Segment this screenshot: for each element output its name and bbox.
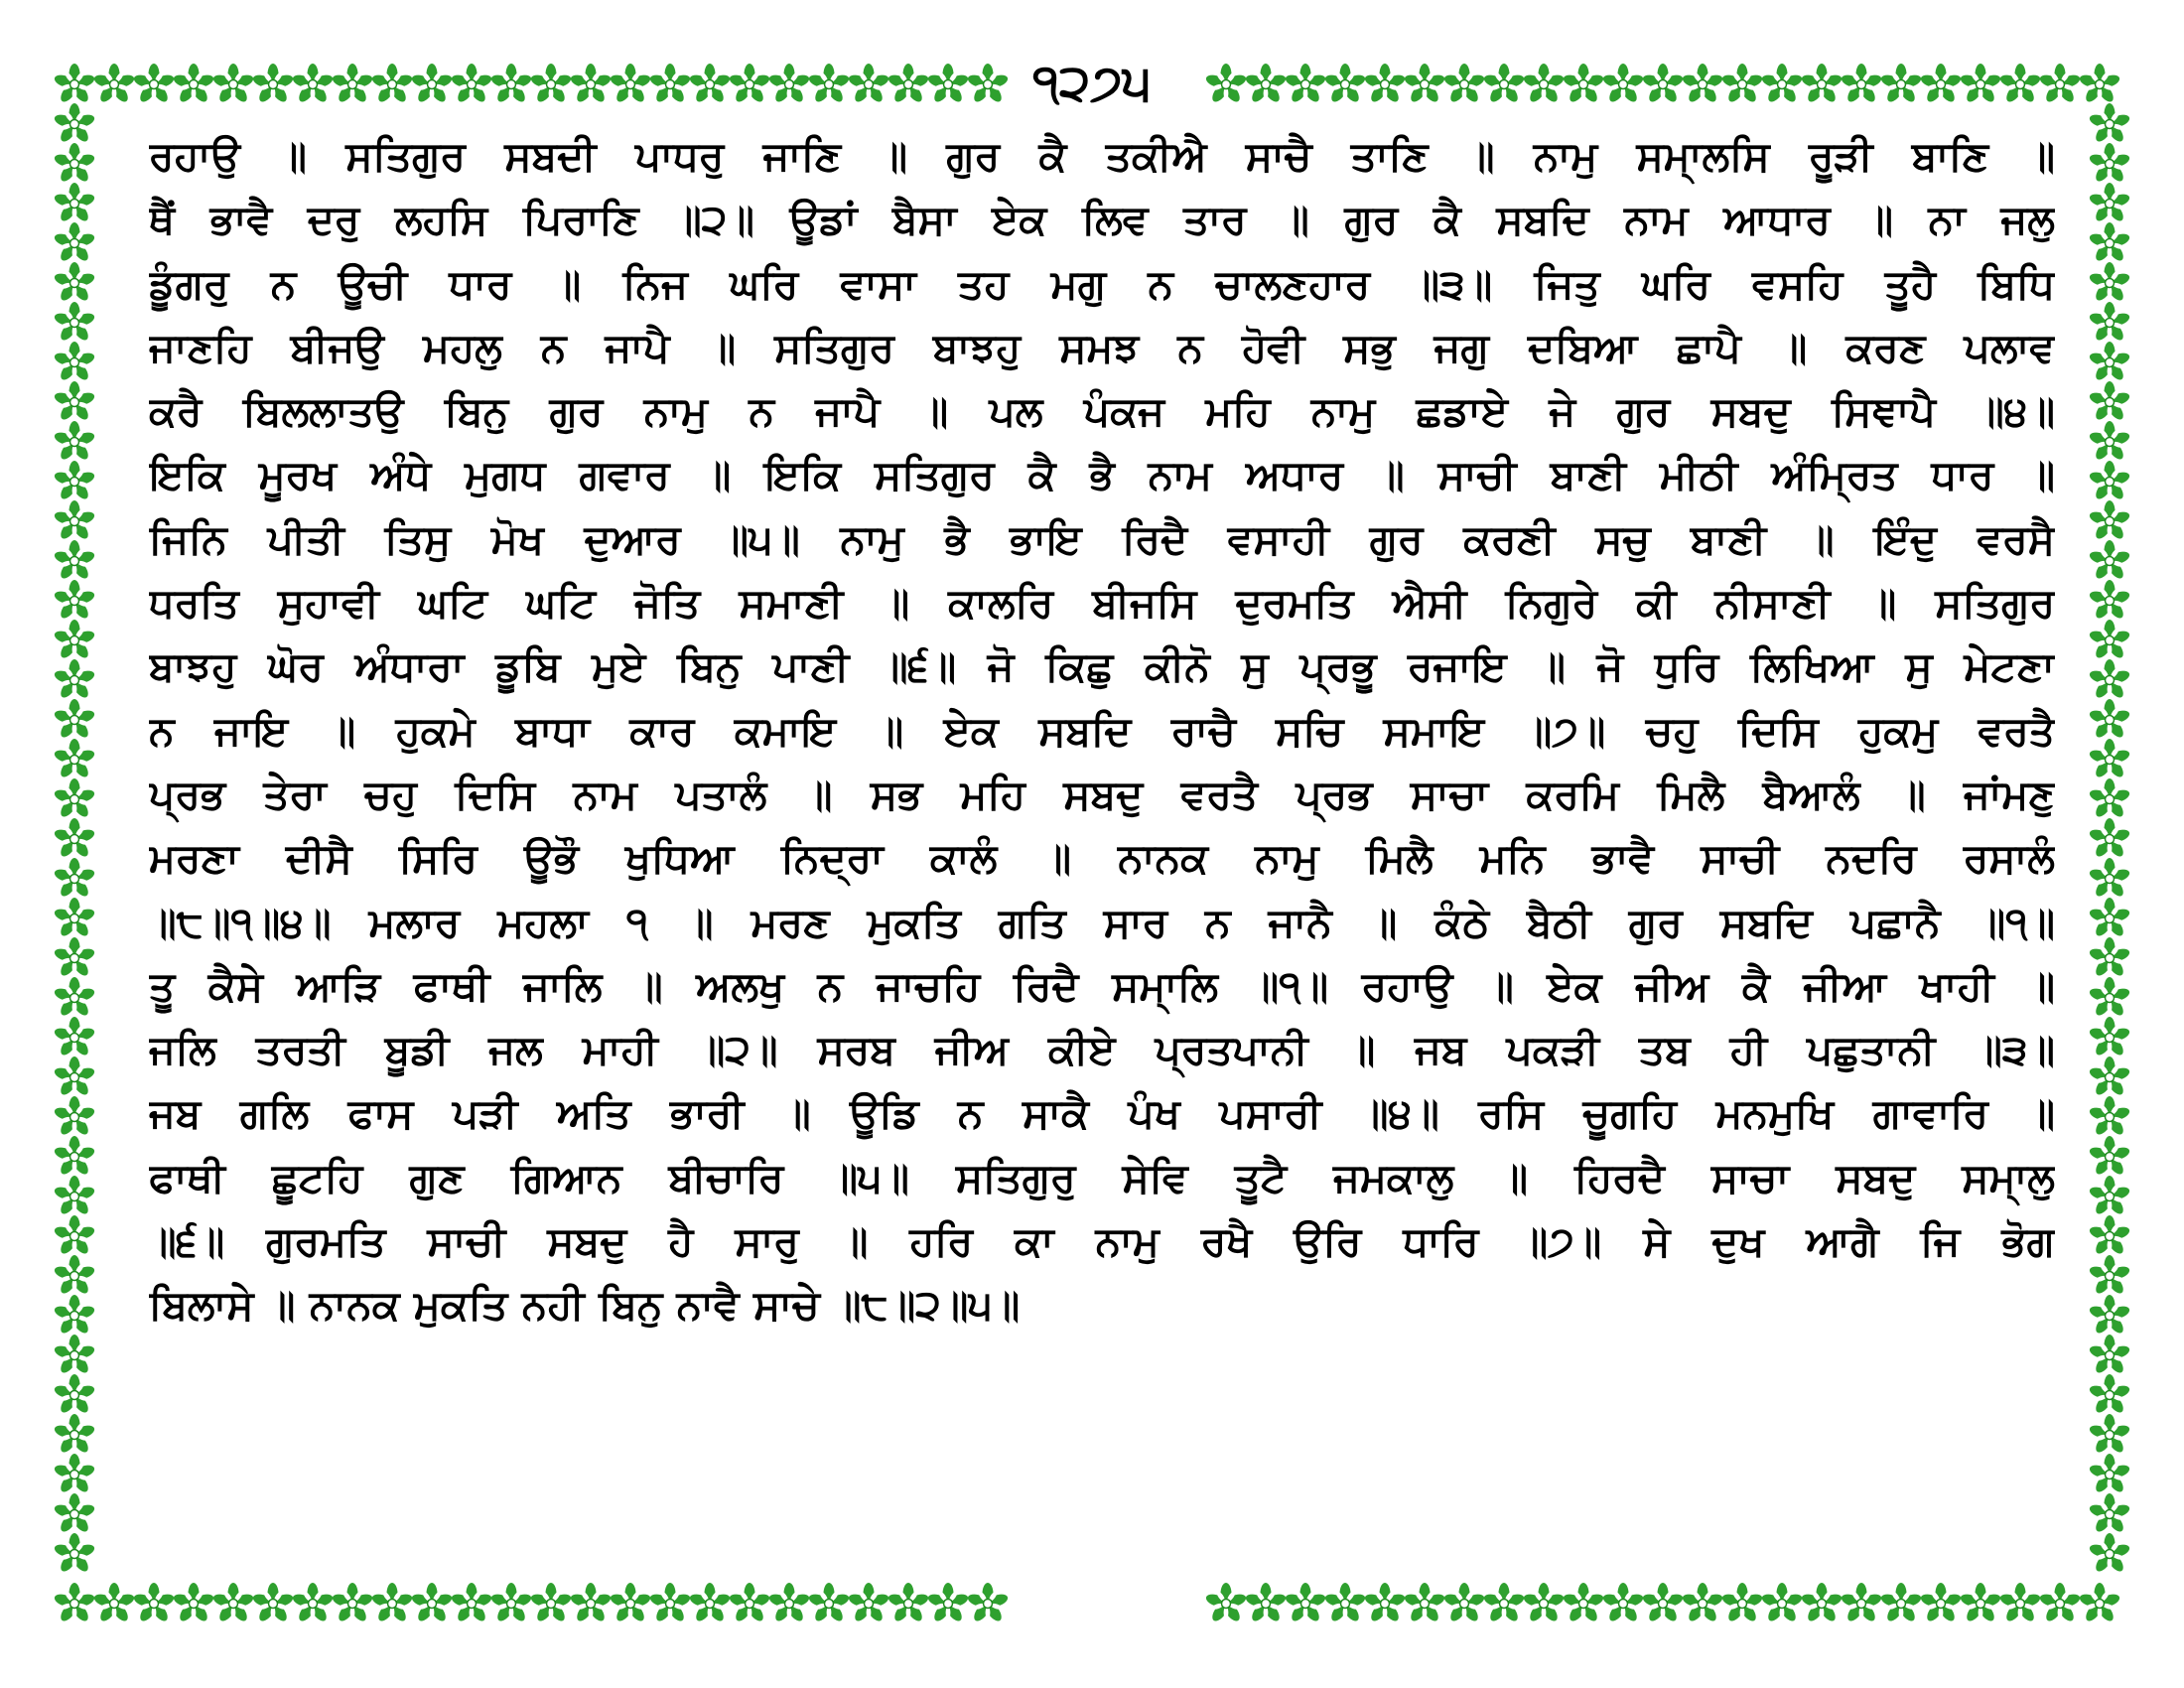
text-line: ਪ੍ਰਭ ਤੇਰਾ ਚਹੁ ਦਿਸਿ ਨਾਮ ਪਤਾਲੰ ॥ ਸਭ ਮਹਿ ਸਬਦੁ ਵਰਤੈ ਪ੍ਰਭ ਸਾਚਾ ਕਰਮਿ ਮਿਲੈ ਬੈਆਲੰ ॥ ਜਾਂਮਣੁ	[149, 770, 2055, 818]
flower-icon	[1284, 64, 1326, 104]
flower-icon	[1879, 1583, 1922, 1623]
flower-icon	[2088, 1255, 2130, 1296]
flower-icon	[1641, 64, 1684, 104]
flower-icon	[2088, 778, 2130, 819]
flower-icon	[1482, 64, 1525, 104]
flower-icon	[648, 1583, 691, 1623]
text-line: ਕਰੈ ਬਿਲਲਾਤਉ ਬਿਨੁ ਗੁਰ ਨਾਮੁ ਨ ਜਾਪੈ ॥ ਪਲ ਪੰਕਜ ਮਹਿ ਨਾਮੁ ਛਡਾਏ ਜੇ ਗੁਰ ਸਬਦੁ ਸਿਞਾਪੈ ॥੪॥	[149, 387, 2055, 436]
flower-icon	[1442, 1583, 1485, 1623]
flower-icon	[1879, 64, 1922, 104]
flower-icon	[53, 1374, 95, 1415]
flower-icon	[2088, 659, 2130, 700]
flower-icon	[53, 699, 95, 740]
text-line: ਜਿਨਿ ਪੀਤੀ ਤਿਸੁ ਮੋਖ ਦੁਆਰ ॥੫॥ ਨਾਮੁ ਭੈ ਭਾਇ ਰਿਦੈ ਵਸਾਹੀ ਗੁਰ ਕਰਣੀ ਸਚੁ ਬਾਣੀ ॥ ਇੰਦੁ ਵਰਸੈ	[149, 514, 2055, 563]
flower-icon	[489, 1583, 532, 1623]
flower-icon	[688, 1583, 731, 1623]
flower-icon	[53, 1583, 95, 1623]
flower-icon	[1760, 1583, 1803, 1623]
text-line: ਫਾਥੀ ਛੂਟਹਿ ਗੁਣ ਗਿਆਨ ਬੀਚਾਰਿ ॥੫॥ ਸਤਿਗੁਰੁ ਸੇਵਿ ਤੂਟੈ ਜਮਕਾਲੁ ॥ ਹਿਰਦੈ ਸਾਚਾ ਸਬਦੁ ਸਮਾ੍ਲੁ	[149, 1153, 2055, 1201]
flower-icon	[410, 1583, 453, 1623]
flower-icon	[1800, 64, 1843, 104]
flower-icon	[331, 1583, 373, 1623]
flower-icon	[529, 64, 572, 104]
flower-icon	[1959, 1583, 2001, 1623]
text-line: ਧਰਤਿ ਸੁਹਾਵੀ ਘਟਿ ਘਟਿ ਜੋਤਿ ਸਮਾਣੀ ॥ ਕਾਲਰਿ ਬੀਜਸਿ ਦੁਰਮਤਿ ਐਸੀ ਨਿਗੁਰੇ ਕੀ ਨੀਸਾਣੀ ॥ ਸਤਿਗੁਰ	[149, 579, 2055, 628]
flower-icon	[53, 1533, 95, 1574]
flower-icon	[2088, 1493, 2130, 1534]
flower-icon	[807, 64, 850, 104]
flower-icon	[2088, 143, 2130, 184]
flower-icon	[2088, 302, 2130, 343]
text-line: ਬਾਝਹੁ ਘੋਰ ਅੰਧਾਰਾ ਡੂਬਿ ਮੁਏ ਬਿਨੁ ਪਾਣੀ ॥੬॥ ਜੋ ਕਿਛੁ ਕੀਨੋ ਸੁ ਪ੍ਰਭੂ ਰਜਾਇ ॥ ਜੋ ਧੁਰਿ ਲਿਖਿਆ ਸੁ ਮੇਟਣਾ	[149, 642, 2055, 691]
flower-icon	[1562, 64, 1604, 104]
text-line: ਨ ਜਾਇ ॥ ਹੁਕਮੇ ਬਾਧਾ ਕਾਰ ਕਮਾਇ ॥ ਏਕ ਸਬਦਿ ਰਾਚੈ ਸਚਿ ਸਮਾਇ ॥੭॥ ਚਹੁ ਦਿਸਿ ਹੁਕਮੁ ਵਰਤੈ	[149, 706, 2055, 755]
text-line: ॥੬॥ ਗੁਰਮਤਿ ਸਾਚੀ ਸਬਦੁ ਹੈ ਸਾਰੁ ॥ ਹਰਿ ਕਾ ਨਾਮੁ ਰਖੈ ਉਰਿ ਧਾਰਿ ॥੭॥ ਸੇ ਦੁਖ ਆਗੈ ਜਿ ਭੋਗ	[149, 1217, 2055, 1266]
flower-icon	[529, 1583, 572, 1623]
flower-icon	[92, 64, 135, 104]
flower-icon	[53, 540, 95, 581]
flower-icon	[2088, 1215, 2130, 1256]
flower-icon	[2088, 461, 2130, 501]
flower-icon	[1403, 64, 1445, 104]
flower-icon	[53, 977, 95, 1018]
flower-icon	[1204, 64, 1247, 104]
flower-icon	[887, 1583, 929, 1623]
flower-icon	[410, 64, 453, 104]
flower-icon	[1919, 64, 1962, 104]
flower-icon	[53, 421, 95, 462]
flower-icon	[2088, 739, 2130, 779]
page-number: ੧੨੭੫	[1013, 48, 1171, 117]
flower-icon	[2088, 1454, 2130, 1494]
flower-icon	[53, 1096, 95, 1137]
text-line: ਥੈਂ ਭਾਵੈ ਦਰੁ ਲਹਸਿ ਪਿਰਾਣਿ ॥੨॥ ਊਡਾਂ ਬੈਸਾ ਏਕ ਲਿਵ ਤਾਰ ॥ ਗੁਰ ਕੈ ਸਬਦਿ ਨਾਮ ਆਧਾਰ ॥ ਨਾ ਜਲੁ	[149, 196, 2055, 244]
flower-icon	[569, 64, 612, 104]
flower-icon	[1363, 1583, 1406, 1623]
flower-icon	[450, 1583, 492, 1623]
flower-icon	[609, 64, 651, 104]
flower-icon	[2088, 421, 2130, 462]
flower-icon	[2088, 103, 2130, 144]
flower-icon	[291, 1583, 334, 1623]
flower-icon	[728, 1583, 770, 1623]
flower-icon	[2088, 183, 2130, 223]
text-line: ਜਾਣਹਿ ਬੀਜਉ ਮਹਲੁ ਨ ਜਾਪੈ ॥ ਸਤਿਗੁਰ ਬਾਝਹੁ ਸਮਝ ਨ ਹੋਵੀ ਸਭੁ ਜਗੁ ਦਬਿਆ ਛਾਪੈ ॥ ਕਰਣ ਪਲਾਵ	[149, 323, 2055, 371]
flower-icon	[172, 1583, 214, 1623]
flower-icon	[2088, 699, 2130, 740]
scripture-text	[149, 124, 2055, 1534]
flower-icon	[489, 64, 532, 104]
text-line: ॥੮॥੧॥੪॥ ਮਲਾਰ ਮਹਲਾ ੧ ॥ ਮਰਣ ਮੁਕਤਿ ਗਤਿ ਸਾਰ ਨ ਜਾਨੈ ॥ ਕੰਠੇ ਬੈਠੀ ਗੁਰ ਸਬਦਿ ਪਛਾਨੈ ॥੧॥	[149, 898, 2055, 946]
flower-icon	[648, 64, 691, 104]
flower-icon	[53, 500, 95, 541]
flower-icon	[1760, 64, 1803, 104]
flower-icon	[1244, 1583, 1287, 1623]
flower-icon	[2088, 1374, 2130, 1415]
flower-icon	[53, 898, 95, 938]
flower-icon	[53, 302, 95, 343]
flower-icon	[767, 1583, 810, 1623]
flower-icon	[1601, 64, 1644, 104]
flower-icon	[1482, 1583, 1525, 1623]
flower-icon	[1840, 64, 1882, 104]
flower-icon	[807, 1583, 850, 1623]
flower-icon	[2088, 1096, 2130, 1137]
flower-icon	[53, 1255, 95, 1296]
flower-icon	[53, 1295, 95, 1336]
flower-icon	[2088, 342, 2130, 382]
flower-icon	[926, 1583, 969, 1623]
text-line: ਮਰਣਾ ਦੀਸੈ ਸਿਰਿ ਊਭੌ ਖੁਧਿਆ ਨਿਦ੍ਰਾ ਕਾਲੰ ॥ ਨਾਨਕ ਨਾਮੁ ਮਿਲੈ ਮਨਿ ਭਾਵੈ ਸਾਚੀ ਨਦਰਿ ਰਸਾਲੰ	[149, 834, 2055, 883]
flower-icon	[2038, 1583, 2081, 1623]
flower-icon	[1720, 1583, 1763, 1623]
flower-icon	[1562, 1583, 1604, 1623]
flower-icon	[2088, 1136, 2130, 1177]
flower-icon	[211, 1583, 254, 1623]
flower-icon	[53, 620, 95, 660]
flower-icon	[1998, 64, 2041, 104]
flower-icon	[53, 1056, 95, 1097]
flower-icon	[53, 937, 95, 978]
flower-icon	[53, 1215, 95, 1256]
flower-icon	[2088, 580, 2130, 621]
flower-icon	[53, 461, 95, 501]
flower-icon	[1442, 64, 1485, 104]
flower-icon	[2088, 1533, 2130, 1574]
flower-icon	[847, 64, 889, 104]
flower-icon	[53, 222, 95, 263]
flower-icon	[53, 1176, 95, 1216]
flower-icon	[1403, 1583, 1445, 1623]
flower-icon	[450, 64, 492, 104]
flower-icon	[2088, 818, 2130, 859]
flower-icon	[1522, 64, 1565, 104]
flower-icon	[53, 1414, 95, 1455]
flower-icon	[291, 64, 334, 104]
text-line: ਇਕਿ ਮੂਰਖ ਅੰਧੇ ਮੁਗਧ ਗਵਾਰ ॥ ਇਕਿ ਸਤਿਗੁਰ ਕੈ ਭੈ ਨਾਮ ਅਧਾਰ ॥ ਸਾਚੀ ਬਾਣੀ ਮੀਠੀ ਅੰਮ੍ਰਿਤ ਧਾਰ ॥	[149, 451, 2055, 499]
flower-icon	[172, 64, 214, 104]
flower-icon	[132, 1583, 175, 1623]
flower-icon	[2088, 540, 2130, 581]
flower-icon	[53, 818, 95, 859]
flower-icon	[1323, 64, 1366, 104]
flower-icon	[53, 1493, 95, 1534]
flower-icon	[53, 858, 95, 899]
flower-icon	[53, 659, 95, 700]
flower-icon	[767, 64, 810, 104]
flower-icon	[53, 143, 95, 184]
flower-icon	[53, 739, 95, 779]
flower-icon	[53, 103, 95, 144]
flower-icon	[2088, 1176, 2130, 1216]
flower-icon	[53, 342, 95, 382]
flower-icon	[1959, 64, 2001, 104]
flower-icon	[53, 778, 95, 819]
flower-icon	[1681, 1583, 1723, 1623]
flower-icon	[2088, 1414, 2130, 1455]
flower-icon	[1323, 1583, 1366, 1623]
flower-icon	[1641, 1583, 1684, 1623]
text-line: ਬਿਲਾਸੇ ॥ ਨਾਨਕ ਮੁਕਤਿ ਨਹੀ ਬਿਨੁ ਨਾਵੈ ਸਾਚੇ ॥੮॥੨॥੫॥	[149, 1281, 1021, 1330]
flower-icon	[251, 1583, 294, 1623]
flower-icon	[53, 1017, 95, 1057]
flower-icon	[2088, 977, 2130, 1018]
flower-icon	[1800, 1583, 1843, 1623]
flower-icon	[1522, 1583, 1565, 1623]
flower-icon	[53, 183, 95, 223]
flower-icon	[370, 64, 413, 104]
text-line: ਡੂੰਗਰੁ ਨ ਊਚੀ ਧਾਰ ॥ ਨਿਜ ਘਰਿ ਵਾਸਾ ਤਹ ਮਗੁ ਨ ਚਾਲਣਹਾਰ ॥੩॥ ਜਿਤੁ ਘਰਿ ਵਸਹਿ ਤੂਹੈ ਬਿਧਿ	[149, 259, 2055, 308]
flower-icon	[53, 1335, 95, 1375]
flower-icon	[370, 1583, 413, 1623]
flower-icon	[926, 64, 969, 104]
flower-icon	[2088, 620, 2130, 660]
flower-icon	[966, 64, 1009, 104]
flower-icon	[2088, 1335, 2130, 1375]
flower-icon	[53, 64, 95, 104]
flower-icon	[2088, 262, 2130, 303]
flower-icon	[132, 64, 175, 104]
flower-icon	[1998, 1583, 2041, 1623]
flower-icon	[1919, 1583, 1962, 1623]
flower-icon	[2078, 64, 2120, 104]
flower-icon	[966, 1583, 1009, 1623]
flower-icon	[53, 1136, 95, 1177]
flower-icon	[1204, 1583, 1247, 1623]
flower-icon	[569, 1583, 612, 1623]
flower-icon	[1681, 64, 1723, 104]
flower-icon	[2088, 1056, 2130, 1097]
flower-icon	[2088, 222, 2130, 263]
flower-icon	[2088, 1017, 2130, 1057]
flower-icon	[53, 580, 95, 621]
flower-icon	[887, 64, 929, 104]
flower-icon	[2038, 64, 2081, 104]
flower-icon	[331, 64, 373, 104]
text-line: ਜਲਿ ਤਰਤੀ ਬੂਡੀ ਜਲ ਮਾਹੀ ॥੨॥ ਸਰਬ ਜੀਅ ਕੀਏ ਪ੍ਰਤਪਾਨੀ ॥ ਜਬ ਪਕੜੀ ਤਬ ਹੀ ਪਛੁਤਾਨੀ ॥੩॥	[149, 1026, 2055, 1074]
flower-icon	[1720, 64, 1763, 104]
flower-icon	[2088, 500, 2130, 541]
flower-icon	[847, 1583, 889, 1623]
flower-icon	[53, 1454, 95, 1494]
flower-icon	[53, 262, 95, 303]
flower-icon	[211, 64, 254, 104]
flower-icon	[1601, 1583, 1644, 1623]
flower-icon	[1840, 1583, 1882, 1623]
flower-icon	[2088, 858, 2130, 899]
flower-icon	[688, 64, 731, 104]
flower-icon	[92, 1583, 135, 1623]
flower-icon	[2088, 898, 2130, 938]
text-line: ਰਹਾਉ ॥ ਸਤਿਗੁਰ ਸਬਦੀ ਪਾਧਰੁ ਜਾਣਿ ॥ ਗੁਰ ਕੈ ਤਕੀਐ ਸਾਚੈ ਤਾਣਿ ॥ ਨਾਮੁ ਸਮਾ੍ਲਸਿ ਰੂੜੀ ਬਾਣਿ ॥	[149, 132, 2055, 180]
flower-icon	[251, 64, 294, 104]
flower-icon	[2088, 381, 2130, 422]
text-line: ਤੂ ਕੈਸੇ ਆੜਿ ਫਾਥੀ ਜਾਲਿ ॥ ਅਲਖੁ ਨ ਜਾਚਹਿ ਰਿਦੈ ਸਮਾ੍ਲਿ ॥੧॥ ਰਹਾਉ ॥ ਏਕ ਜੀਅ ਕੈ ਜੀਆ ਖਾਹੀ ॥	[149, 961, 2055, 1010]
flower-icon	[1244, 64, 1287, 104]
flower-icon	[2078, 1583, 2120, 1623]
flower-icon	[2088, 937, 2130, 978]
flower-icon	[53, 381, 95, 422]
flower-icon	[728, 64, 770, 104]
text-line: ਜਬ ਗਲਿ ਫਾਸ ਪੜੀ ਅਤਿ ਭਾਰੀ ॥ ਊਡਿ ਨ ਸਾਕੈ ਪੰਖ ਪਸਾਰੀ ॥੪॥ ਰਸਿ ਚੂਗਹਿ ਮਨਮੁਖਿ ਗਾਵਾਰਿ ॥	[149, 1089, 2055, 1138]
flower-icon	[1363, 64, 1406, 104]
flower-icon	[1284, 1583, 1326, 1623]
flower-icon	[2088, 1295, 2130, 1336]
flower-icon	[609, 1583, 651, 1623]
